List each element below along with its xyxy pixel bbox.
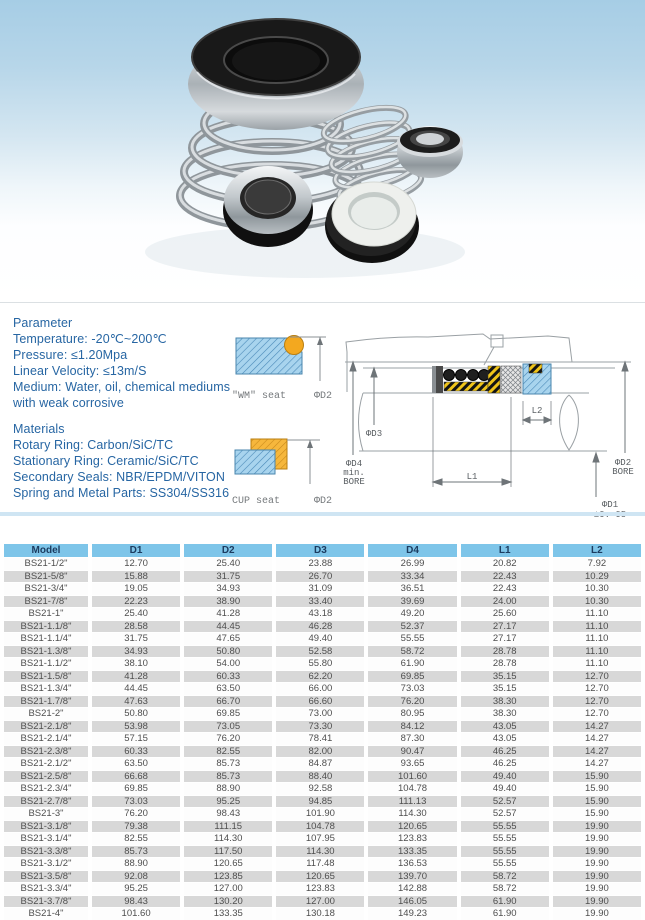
table-row [4, 583, 641, 595]
table-row [4, 796, 641, 808]
wm-seat-label: "WM" seat [232, 391, 287, 402]
value-cell: 41.28 [92, 671, 180, 683]
value-cell: 146.05 [368, 896, 456, 908]
value-cell: 117.48 [276, 858, 364, 870]
table-row [4, 821, 641, 833]
value-cell: 94.85 [276, 796, 364, 808]
value-cell: 44.45 [92, 683, 180, 695]
value-cell: 46.28 [276, 621, 364, 633]
shaft-outline [359, 393, 608, 451]
model-cell: BS21-3.7/8" [4, 896, 88, 908]
value-cell: 69.85 [184, 708, 272, 720]
value-cell: 60.33 [92, 746, 180, 758]
value-cell: 142.88 [368, 883, 456, 895]
value-cell: 19.90 [553, 883, 641, 895]
assembly-drawing [333, 305, 645, 520]
cup-seat-diagram [230, 434, 334, 490]
value-cell: 35.15 [461, 671, 549, 683]
size-table-section [0, 543, 645, 920]
value-cell: 90.47 [368, 746, 456, 758]
model-cell: BS21-2.1/4" [4, 733, 88, 745]
value-cell: 88.90 [92, 858, 180, 870]
value-cell: 11.10 [553, 633, 641, 645]
value-cell: 19.90 [553, 833, 641, 845]
value-cell: 66.00 [276, 683, 364, 695]
model-cell: BS21-2" [4, 708, 88, 720]
value-cell: 76.20 [368, 696, 456, 708]
value-cell: 46.25 [461, 758, 549, 770]
model-cell: BS21-1.1/4" [4, 633, 88, 645]
cup-seat-figure [230, 434, 334, 507]
value-cell: 61.90 [368, 658, 456, 670]
materials-line: Spring and Metal Parts: SS304/SS316 [13, 486, 230, 500]
model-cell: BS21-7/8" [4, 596, 88, 608]
value-cell: 43.05 [461, 733, 549, 745]
value-cell: 95.25 [92, 883, 180, 895]
materials-heading: Materials [13, 422, 65, 436]
parameter-line: Temperature: -20℃~200℃ [13, 332, 167, 346]
model-cell: BS21-1.1/8" [4, 621, 88, 633]
value-cell: 73.03 [92, 796, 180, 808]
value-cell: 114.30 [368, 808, 456, 820]
value-cell: 98.43 [184, 808, 272, 820]
parameter-line: Linear Velocity: ≤13m/S [13, 364, 147, 378]
value-cell: 11.10 [553, 621, 641, 633]
value-cell: 19.05 [92, 583, 180, 595]
value-cell: 149.23 [368, 908, 456, 920]
value-cell: 73.05 [184, 721, 272, 733]
value-cell: 92.58 [276, 783, 364, 795]
table-row [4, 608, 641, 620]
value-cell: 11.10 [553, 658, 641, 670]
parameter-heading: Parameter [13, 316, 73, 330]
value-cell: 25.40 [92, 608, 180, 620]
spec-section [0, 302, 645, 543]
table-row [4, 696, 641, 708]
value-cell: 52.57 [461, 808, 549, 820]
table-row [4, 646, 641, 658]
value-cell: 58.72 [461, 883, 549, 895]
value-cell: 19.90 [553, 858, 641, 870]
value-cell: 123.85 [184, 871, 272, 883]
model-cell: BS21-1.7/8" [4, 696, 88, 708]
value-cell: 80.95 [368, 708, 456, 720]
value-cell: 26.99 [368, 558, 456, 570]
value-cell: 55.55 [461, 858, 549, 870]
value-cell: 88.40 [276, 771, 364, 783]
value-cell: 14.27 [553, 733, 641, 745]
column-header-l1: L1 [461, 544, 549, 557]
model-cell: BS21-3.5/8" [4, 871, 88, 883]
value-cell: 22.43 [461, 571, 549, 583]
value-cell: 15.90 [553, 783, 641, 795]
table-row [4, 771, 641, 783]
table-row [4, 621, 641, 633]
table-row [4, 746, 641, 758]
value-cell: 47.65 [184, 633, 272, 645]
value-cell: 82.55 [184, 746, 272, 758]
value-cell: 120.65 [368, 821, 456, 833]
value-cell: 41.28 [184, 608, 272, 620]
value-cell: 73.03 [368, 683, 456, 695]
spec-text [13, 315, 230, 501]
value-cell: 28.58 [92, 621, 180, 633]
materials-line: Stationary Ring: Ceramic/SiC/TC [13, 454, 199, 468]
value-cell: 33.34 [368, 571, 456, 583]
value-cell: 38.10 [92, 658, 180, 670]
seal-head [397, 126, 463, 178]
table-row [4, 558, 641, 570]
value-cell: 15.90 [553, 771, 641, 783]
value-cell: 25.40 [184, 558, 272, 570]
value-cell: 28.78 [461, 646, 549, 658]
model-cell: BS21-2.7/8" [4, 796, 88, 808]
value-cell: 93.65 [368, 758, 456, 770]
value-cell: 55.55 [461, 821, 549, 833]
value-cell: 58.72 [368, 646, 456, 658]
value-cell: 15.88 [92, 571, 180, 583]
table-row [4, 896, 641, 908]
value-cell: 78.41 [276, 733, 364, 745]
value-cell: 55.55 [368, 633, 456, 645]
value-cell: 34.93 [184, 583, 272, 595]
size-table-body [4, 558, 641, 920]
table-row [4, 871, 641, 883]
value-cell: 10.30 [553, 596, 641, 608]
value-cell: 127.00 [276, 896, 364, 908]
value-cell: 50.80 [92, 708, 180, 720]
model-cell: BS21-3.3/8" [4, 846, 88, 858]
value-cell: 38.90 [184, 596, 272, 608]
value-cell: 14.27 [553, 746, 641, 758]
wm-seat-dim-label: ΦD2 [313, 391, 332, 402]
value-cell: 19.90 [553, 896, 641, 908]
value-cell: 20.82 [461, 558, 549, 570]
model-cell: BS21-2.3/8" [4, 746, 88, 758]
value-cell: 133.35 [184, 908, 272, 920]
value-cell: 38.30 [461, 708, 549, 720]
value-cell: 22.23 [92, 596, 180, 608]
cup-seat-dim-label: ΦD2 [313, 496, 332, 507]
value-cell: 54.00 [184, 658, 272, 670]
value-cell: 133.35 [368, 846, 456, 858]
table-header-row [4, 544, 641, 557]
value-cell: 120.65 [184, 858, 272, 870]
product-photo [0, 0, 645, 302]
value-cell: 38.30 [461, 696, 549, 708]
dim-label-l2: L2 [531, 406, 543, 416]
value-cell: 62.20 [276, 671, 364, 683]
model-cell: BS21-1/2" [4, 558, 88, 570]
value-cell: 104.78 [276, 821, 364, 833]
materials-line: Rotary Ring: Carbon/SiC/TC [13, 438, 174, 452]
model-cell: BS21-5/8" [4, 571, 88, 583]
value-cell: 31.75 [92, 633, 180, 645]
column-header-d1: D1 [92, 544, 180, 557]
value-cell: 49.40 [276, 633, 364, 645]
dim-label-l1: L1 [466, 472, 478, 482]
value-cell: 136.53 [368, 858, 456, 870]
value-cell: 130.20 [184, 896, 272, 908]
value-cell: 22.43 [461, 583, 549, 595]
value-cell: 11.10 [553, 646, 641, 658]
value-cell: 23.88 [276, 558, 364, 570]
value-cell: 120.65 [276, 871, 364, 883]
table-row [4, 596, 641, 608]
value-cell: 63.50 [184, 683, 272, 695]
value-cell: 87.30 [368, 733, 456, 745]
value-cell: 12.70 [553, 696, 641, 708]
cup-seat-label: CUP seat [232, 496, 281, 507]
seat-diagrams [230, 329, 334, 507]
value-cell: 10.29 [553, 571, 641, 583]
table-row [4, 858, 641, 870]
value-cell: 117.50 [184, 846, 272, 858]
table-row [4, 658, 641, 670]
column-header-d4: D4 [368, 544, 456, 557]
value-cell: 111.13 [368, 796, 456, 808]
value-cell: 47.63 [92, 696, 180, 708]
value-cell: 104.78 [368, 783, 456, 795]
value-cell: 61.90 [461, 896, 549, 908]
model-cell: BS21-1.5/8" [4, 671, 88, 683]
model-cell: BS21-2.5/8" [4, 771, 88, 783]
value-cell: 12.70 [553, 708, 641, 720]
table-row [4, 808, 641, 820]
dimension-labels [343, 406, 634, 520]
value-cell: 34.93 [92, 646, 180, 658]
table-row [4, 683, 641, 695]
wm-seat-figure [230, 329, 334, 402]
model-cell: BS21-1" [4, 608, 88, 620]
value-cell: 55.55 [461, 846, 549, 858]
value-cell: 79.38 [92, 821, 180, 833]
wm-seat-diagram [230, 329, 334, 385]
value-cell: 33.40 [276, 596, 364, 608]
dim-label-d4-min: min. [343, 468, 365, 478]
value-cell: 85.73 [184, 758, 272, 770]
dim-label-d3: ΦD3 [365, 429, 383, 439]
value-cell: 19.90 [553, 908, 641, 920]
value-cell: 12.70 [553, 683, 641, 695]
value-cell: 24.00 [461, 596, 549, 608]
value-cell: 123.83 [368, 833, 456, 845]
table-row [4, 671, 641, 683]
value-cell: 52.37 [368, 621, 456, 633]
table-row [4, 783, 641, 795]
table-row [4, 846, 641, 858]
value-cell: 92.08 [92, 871, 180, 883]
value-cell: 25.60 [461, 608, 549, 620]
value-cell: 31.09 [276, 583, 364, 595]
value-cell: 84.87 [276, 758, 364, 770]
value-cell: 15.90 [553, 796, 641, 808]
value-cell: 14.27 [553, 758, 641, 770]
value-cell: 44.45 [184, 621, 272, 633]
value-cell: 66.68 [92, 771, 180, 783]
value-cell: 39.69 [368, 596, 456, 608]
value-cell: 28.78 [461, 658, 549, 670]
assembly-drawing-svg [333, 305, 645, 520]
model-cell: BS21-2.1/2" [4, 758, 88, 770]
model-cell: BS21-1.3/4" [4, 683, 88, 695]
value-cell: 60.33 [184, 671, 272, 683]
model-cell: BS21-1.1/2" [4, 658, 88, 670]
table-row [4, 883, 641, 895]
value-cell: 19.90 [553, 871, 641, 883]
value-cell: 31.75 [184, 571, 272, 583]
value-cell: 10.30 [553, 583, 641, 595]
value-cell: 52.57 [461, 796, 549, 808]
value-cell: 130.18 [276, 908, 364, 920]
value-cell: 55.80 [276, 658, 364, 670]
value-cell: 49.40 [461, 771, 549, 783]
model-cell: BS21-3.3/4" [4, 883, 88, 895]
value-cell: 139.70 [368, 871, 456, 883]
value-cell: 19.90 [553, 821, 641, 833]
value-cell: 55.55 [461, 833, 549, 845]
table-row [4, 708, 641, 720]
value-cell: 66.60 [276, 696, 364, 708]
model-cell: BS21-4" [4, 908, 88, 920]
column-header-model: Model [4, 544, 88, 557]
value-cell: 76.20 [92, 808, 180, 820]
size-table [0, 543, 645, 920]
dim-label-d2-bore: BORE [612, 467, 634, 477]
value-cell: 35.15 [461, 683, 549, 695]
value-cell: 49.20 [368, 608, 456, 620]
value-cell: 101.90 [276, 808, 364, 820]
value-cell: 95.25 [184, 796, 272, 808]
value-cell: 7.92 [553, 558, 641, 570]
value-cell: 123.83 [276, 883, 364, 895]
value-cell: 85.73 [184, 771, 272, 783]
seated-ring [223, 166, 313, 247]
dim-label-d2: ΦD2 [614, 458, 632, 468]
value-cell: 52.58 [276, 646, 364, 658]
table-row [4, 908, 641, 920]
parameter-line: Medium: Water, oil, chemical mediums [13, 380, 231, 394]
value-cell: 63.50 [92, 758, 180, 770]
value-cell: 114.30 [184, 833, 272, 845]
value-cell: 82.55 [92, 833, 180, 845]
section-divider [0, 512, 645, 516]
value-cell: 84.12 [368, 721, 456, 733]
value-cell: 43.18 [276, 608, 364, 620]
dim-label-d1: ΦD1 [601, 500, 619, 510]
value-cell: 57.15 [92, 733, 180, 745]
value-cell: 111.15 [184, 821, 272, 833]
value-cell: 46.25 [461, 746, 549, 758]
value-cell: 73.00 [276, 708, 364, 720]
value-cell: 53.98 [92, 721, 180, 733]
table-row [4, 633, 641, 645]
value-cell: 66.70 [184, 696, 272, 708]
value-cell: 85.73 [92, 846, 180, 858]
value-cell: 73.30 [276, 721, 364, 733]
table-row [4, 833, 641, 845]
column-header-d3: D3 [276, 544, 364, 557]
dim-label-d4: ΦD4 [345, 459, 363, 469]
value-cell: 127.00 [184, 883, 272, 895]
value-cell: 61.90 [461, 908, 549, 920]
model-cell: BS21-2.3/4" [4, 783, 88, 795]
value-cell: 12.70 [553, 671, 641, 683]
value-cell: 50.80 [184, 646, 272, 658]
column-header-l2: L2 [553, 544, 641, 557]
table-row [4, 733, 641, 745]
value-cell: 27.17 [461, 633, 549, 645]
parameter-line: Pressure: ≤1.20Mpa [13, 348, 128, 362]
value-cell: 114.30 [276, 846, 364, 858]
model-cell: BS21-3.1/8" [4, 821, 88, 833]
value-cell: 101.60 [92, 908, 180, 920]
value-cell: 19.90 [553, 846, 641, 858]
bellow-seal-unit [188, 19, 364, 130]
value-cell: 82.00 [276, 746, 364, 758]
value-cell: 14.27 [553, 721, 641, 733]
value-cell: 98.43 [92, 896, 180, 908]
model-cell: BS21-3.1/4" [4, 833, 88, 845]
value-cell: 49.40 [461, 783, 549, 795]
value-cell: 26.70 [276, 571, 364, 583]
column-header-d2: D2 [184, 544, 272, 557]
value-cell: 15.90 [553, 808, 641, 820]
value-cell: 58.72 [461, 871, 549, 883]
value-cell: 107.95 [276, 833, 364, 845]
dim-label-d4-bore: BORE [343, 477, 365, 487]
model-cell: BS21-1.3/8" [4, 646, 88, 658]
value-cell: 36.51 [368, 583, 456, 595]
parameter-line: with weak corrosive [13, 396, 124, 410]
value-cell: 76.20 [184, 733, 272, 745]
table-row [4, 721, 641, 733]
value-cell: 43.05 [461, 721, 549, 733]
value-cell: 69.85 [92, 783, 180, 795]
model-cell: BS21-2.1/8" [4, 721, 88, 733]
value-cell: 101.60 [368, 771, 456, 783]
model-cell: BS21-3" [4, 808, 88, 820]
model-cell: BS21-3.1/2" [4, 858, 88, 870]
value-cell: 88.90 [184, 783, 272, 795]
model-cell: BS21-3/4" [4, 583, 88, 595]
value-cell: 12.70 [92, 558, 180, 570]
product-photo-section [0, 0, 645, 302]
value-cell: 11.10 [553, 608, 641, 620]
value-cell: 69.85 [368, 671, 456, 683]
table-row [4, 571, 641, 583]
value-cell: 27.17 [461, 621, 549, 633]
table-row [4, 758, 641, 770]
materials-line: Secondary Seals: NBR/EPDM/VITON [13, 470, 225, 484]
